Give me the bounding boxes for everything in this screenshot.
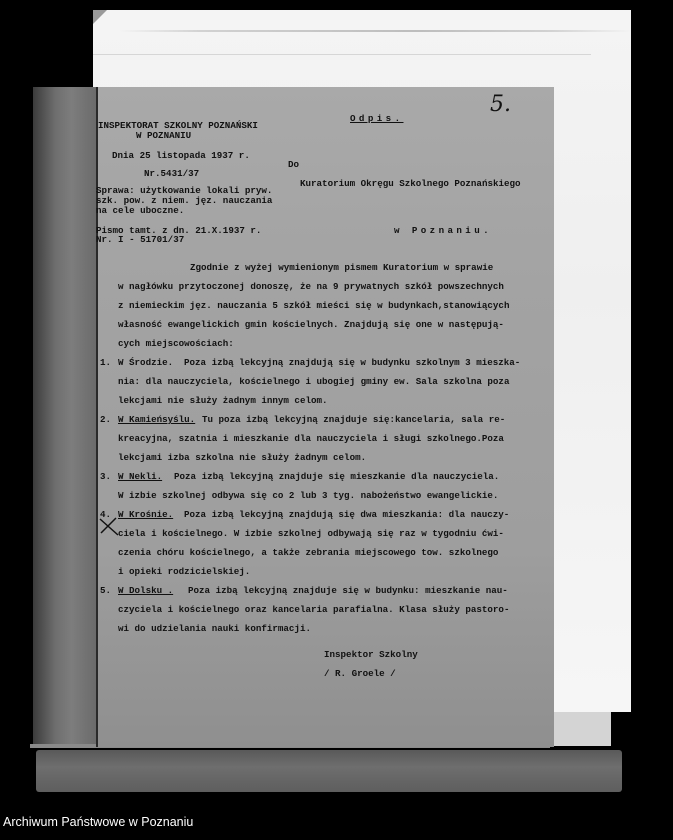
item-place: W Dolsku . <box>118 585 174 596</box>
item-number: 4. <box>100 509 112 520</box>
item-place: W Krośnie. <box>118 509 174 520</box>
item-line: kreacyjna, szatnia i mieszkanie dla nauczyciela i sługi szkolnego.Poza <box>118 433 504 444</box>
item-line: ciela i kościelnego. W izbie szkolnej odbywają się raz w tygodniu ćwi- <box>118 528 504 539</box>
item-line: i opieki rodzicielskiej. <box>118 566 251 577</box>
item-line: Poza izbą lekcyjną znajduje się w budynku: mieszkanie nau- <box>188 585 508 596</box>
item-number: 3. <box>100 471 112 482</box>
intro-line: w nagłówku przytoczonej donoszę, że na 9 prywatnych szkół powszechnych <box>118 281 504 292</box>
handwritten-x-mark-icon <box>98 515 120 537</box>
document-date: Dnia 25 listopada 1937 r. <box>112 150 250 161</box>
reference-letter-line1: Pismo tamt. z dn. 21.X.1937 r. <box>96 225 262 236</box>
item-line: Poza izbą lekcyjną znajdują się w budynku szkolnym 3 mieszka- <box>184 357 521 368</box>
handwritten-page-number: 5. <box>490 92 511 117</box>
item-line: lekcjami izba szkolna nie służy żadnym celom. <box>118 452 367 463</box>
reference-number: Nr.5431/37 <box>144 168 200 179</box>
intro-line: własność ewangelickich gmin kościelnych. Znajdują się one w następują- <box>118 319 504 330</box>
item-line: czenia chóru kościelnego, a także zebrania miejscowego tow. szkolnego <box>118 547 499 558</box>
intro-line: z niemieckim jęz. nauczania 5 szkół mieści się w budynkach,stanowiących <box>118 300 510 311</box>
item-line: Tu poza izbą lekcyjną znajduje się:kancelaria, sala re- <box>202 414 506 425</box>
item-number: 1. <box>100 357 112 368</box>
item-number: 2. <box>100 414 112 425</box>
subject-line1: Sprawa: użytkowanie lokali pryw. <box>96 185 273 196</box>
paper-tab <box>553 712 611 746</box>
archive-label: Archiwum Państwowe w Poznaniu <box>3 815 194 829</box>
item-line: czyciela i kościelnego oraz kancelaria parafialna. Klasa służy pastoro- <box>118 604 510 615</box>
item-line: wi do udzielania nauki konfirmacji. <box>118 623 311 634</box>
item-line: W izbie szkolnej odbywa się co 2 lub 3 tyg. nabożeństwo ewangelickie. <box>118 490 499 501</box>
document-title: Odpis. <box>350 113 404 124</box>
page-curl <box>93 10 107 24</box>
intro-line: cych miejscowościach: <box>118 338 234 349</box>
recipient: Kuratorium Okręgu Szkolnego Poznańskiego <box>300 178 521 189</box>
intro-line: Zgodnie z wyżej wymienionym pismem Kuratorium w sprawie <box>190 262 494 273</box>
fold-line <box>93 30 631 32</box>
signature-role: Inspektor Szkolny <box>324 649 418 660</box>
item-place: W Nekli. <box>118 471 163 482</box>
letterhead-line2: W POZNANIU <box>136 130 192 141</box>
reference-letter-line2: Nr. I - 51701/37 <box>96 234 185 245</box>
item-line: lekcjami nie służy żadnym innym celom. <box>118 395 328 406</box>
recipient-city: w Poznaniu. <box>394 225 493 236</box>
document-page <box>96 87 554 747</box>
fold-line <box>93 54 591 55</box>
subject-line3: na cele uboczne. <box>96 205 185 216</box>
signature-name: / R. Groele / <box>324 668 396 679</box>
item-number: 5. <box>100 585 112 596</box>
item-line: Poza izbą lekcyjną znajdują się dwa mieszkania: dla nauczy- <box>184 509 510 520</box>
bottom-strip <box>36 750 622 792</box>
binding-strip <box>33 87 97 747</box>
item-line: nia: dla nauczyciela, kościelnego i ubogiej gminy ew. Sala szkolna poza <box>118 376 510 387</box>
item-place: W Środzie. <box>118 357 174 368</box>
letterhead-line1: INSPEKTORAT SZKOLNY POZNAŃSKI <box>98 120 258 131</box>
item-place: W Kamieńsyślu. <box>118 414 196 425</box>
subject-line2: szk. pow. z niem. jęz. nauczania <box>96 195 273 206</box>
to-label: Do <box>288 159 300 170</box>
item-line: Poza izbą lekcyjną znajduje się mieszkanie dla nauczyciela. <box>174 471 500 482</box>
